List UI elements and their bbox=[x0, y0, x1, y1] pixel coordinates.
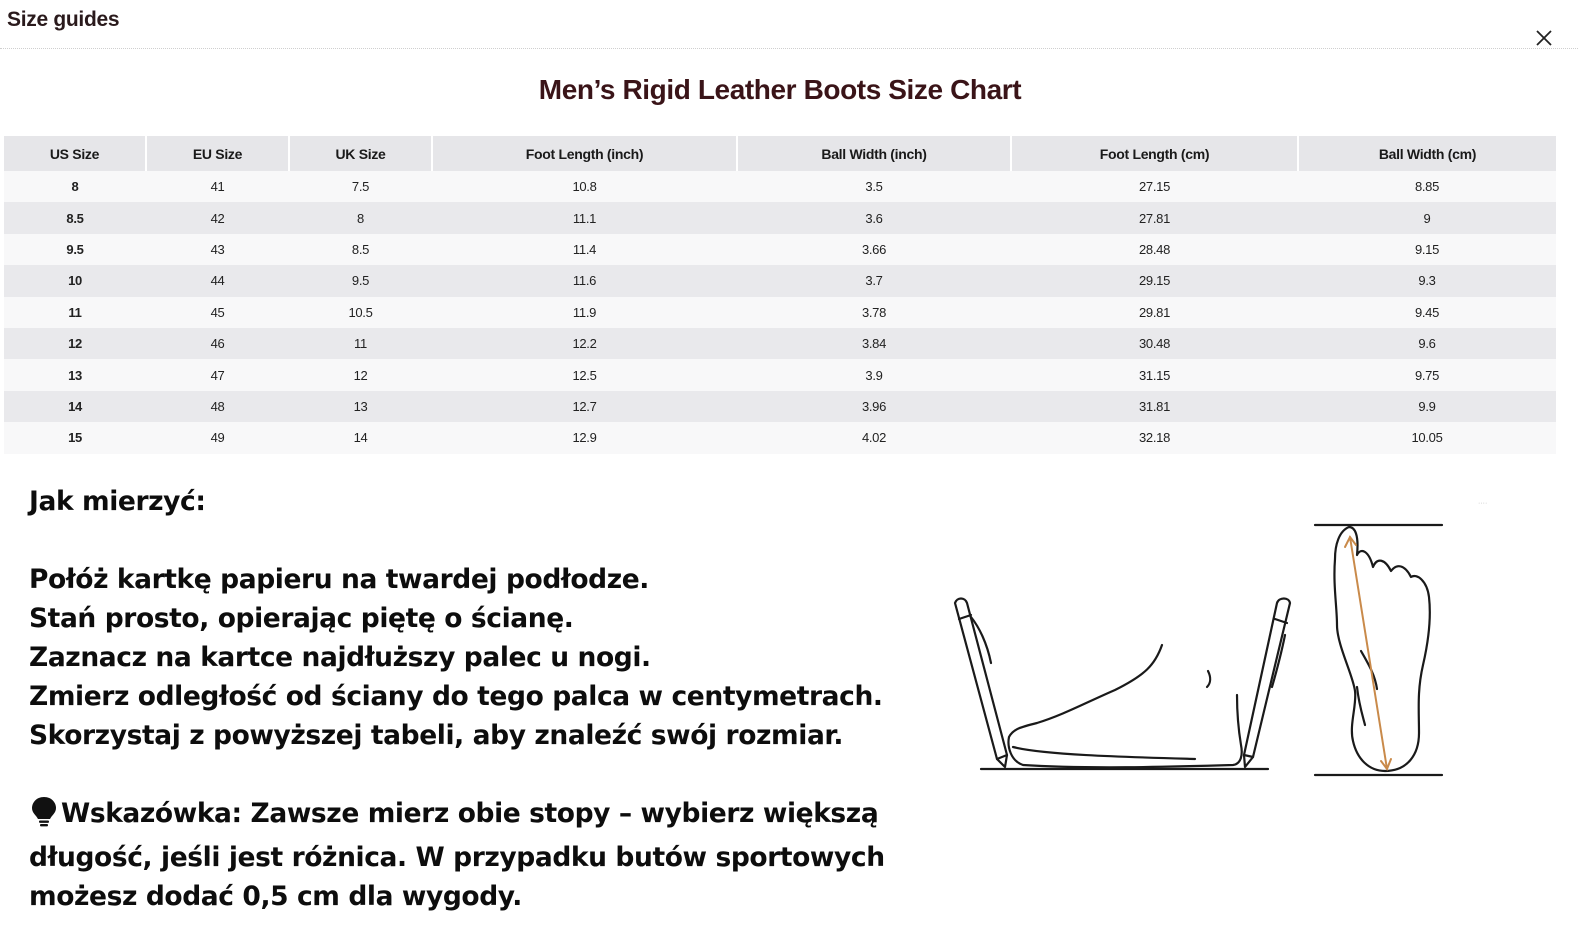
foot-measuring-illustration bbox=[945, 515, 1465, 785]
column-header: Foot Length (inch) bbox=[432, 136, 737, 171]
table-cell: 9.6 bbox=[1298, 328, 1556, 359]
column-header: EU Size bbox=[146, 136, 289, 171]
tip-text: Wskazówka: Zawsze mierz obie stopy – wybierz większą długość, jeśli jest różnica. W przypadku butów sportowych możesz dodać 0,5 cm dla wygody. bbox=[29, 798, 885, 912]
pencil-icon bbox=[955, 599, 1007, 768]
table-cell: 49 bbox=[146, 422, 289, 453]
table-row bbox=[4, 265, 1556, 296]
instruction-step: Zaznacz na kartce najdłuższy palec u nogi. bbox=[29, 642, 651, 673]
table-cell: 9.3 bbox=[1298, 265, 1556, 296]
column-header: Ball Width (inch) bbox=[737, 136, 1011, 171]
table-cell: 29.81 bbox=[1011, 297, 1298, 328]
close-icon bbox=[1532, 26, 1556, 50]
table-row bbox=[4, 359, 1556, 390]
table-cell: 8 bbox=[289, 202, 432, 233]
table-cell: 3.96 bbox=[737, 391, 1011, 422]
table-cell: 31.81 bbox=[1011, 391, 1298, 422]
table-cell: 3.5 bbox=[737, 171, 1011, 202]
table-cell: 12.7 bbox=[432, 391, 737, 422]
table-cell: 43 bbox=[146, 234, 289, 265]
table-cell: 30.48 bbox=[1011, 328, 1298, 359]
table-cell: 42 bbox=[146, 202, 289, 233]
instruction-step: Skorzystaj z powyższej tabeli, aby znaleźć swój rozmiar. bbox=[29, 720, 843, 751]
instruction-step: Połóż kartkę papieru na twardej podłodze. bbox=[29, 564, 649, 595]
instructions-heading: Jak mierzyć: bbox=[29, 486, 206, 517]
table-cell: 27.15 bbox=[1011, 171, 1298, 202]
measuring-instructions bbox=[29, 482, 939, 916]
table-cell: 12.5 bbox=[432, 359, 737, 390]
column-header: US Size bbox=[4, 136, 146, 171]
table-cell: 47 bbox=[146, 359, 289, 390]
table-row bbox=[4, 171, 1556, 202]
decorative-mark: ···· bbox=[1478, 500, 1488, 507]
close-button[interactable] bbox=[1532, 26, 1556, 50]
table-cell: 11.9 bbox=[432, 297, 737, 328]
table-cell: 3.9 bbox=[737, 359, 1011, 390]
table-cell: 12 bbox=[4, 328, 146, 359]
table-cell: 15 bbox=[4, 422, 146, 453]
table-cell: 48 bbox=[146, 391, 289, 422]
table-row bbox=[4, 202, 1556, 233]
table-cell: 31.15 bbox=[1011, 359, 1298, 390]
table-cell: 9.9 bbox=[1298, 391, 1556, 422]
table-cell: 8.5 bbox=[4, 202, 146, 233]
instruction-step: Zmierz odległość od ściany do tego palca w centymetrach. bbox=[29, 681, 883, 712]
table-cell: 3.66 bbox=[737, 234, 1011, 265]
table-cell: 11.1 bbox=[432, 202, 737, 233]
table-cell: 7.5 bbox=[289, 171, 432, 202]
table-row bbox=[4, 234, 1556, 265]
table-row bbox=[4, 422, 1556, 453]
modal-title: Size guides bbox=[7, 8, 120, 31]
tip-paragraph bbox=[29, 794, 939, 916]
table-header-row bbox=[4, 136, 1556, 171]
table-cell: 13 bbox=[4, 359, 146, 390]
table-cell: 11.4 bbox=[432, 234, 737, 265]
table-cell: 12.2 bbox=[432, 328, 737, 359]
table-cell: 9.5 bbox=[289, 265, 432, 296]
table-cell: 9.15 bbox=[1298, 234, 1556, 265]
chart-title: Men’s Rigid Leather Boots Size Chart bbox=[538, 74, 1022, 105]
table-cell: 9 bbox=[1298, 202, 1556, 233]
table-cell: 3.84 bbox=[737, 328, 1011, 359]
table-cell: 12.9 bbox=[432, 422, 737, 453]
instructions-steps bbox=[29, 560, 939, 755]
table-cell: 3.78 bbox=[737, 297, 1011, 328]
table-cell: 44 bbox=[146, 265, 289, 296]
table-cell: 46 bbox=[146, 328, 289, 359]
table-cell: 27.81 bbox=[1011, 202, 1298, 233]
table-body bbox=[4, 171, 1556, 454]
table-cell: 9.5 bbox=[4, 234, 146, 265]
table-cell: 45 bbox=[146, 297, 289, 328]
column-header: UK Size bbox=[289, 136, 432, 171]
table-cell: 11 bbox=[4, 297, 146, 328]
table-cell: 14 bbox=[289, 422, 432, 453]
table-cell: 14 bbox=[4, 391, 146, 422]
size-table bbox=[4, 136, 1556, 454]
column-header: Ball Width (cm) bbox=[1298, 136, 1556, 171]
table-cell: 4.02 bbox=[737, 422, 1011, 453]
table-row bbox=[4, 391, 1556, 422]
table-cell: 3.7 bbox=[737, 265, 1011, 296]
table-cell: 11.6 bbox=[432, 265, 737, 296]
pencil-icon bbox=[1244, 599, 1290, 768]
table-cell: 8 bbox=[4, 171, 146, 202]
modal-header bbox=[0, 0, 1578, 49]
table-cell: 10.8 bbox=[432, 171, 737, 202]
table-cell: 12 bbox=[289, 359, 432, 390]
table-cell: 29.15 bbox=[1011, 265, 1298, 296]
table-cell: 3.6 bbox=[737, 202, 1011, 233]
table-cell: 13 bbox=[289, 391, 432, 422]
table-cell: 9.45 bbox=[1298, 297, 1556, 328]
table-cell: 32.18 bbox=[1011, 422, 1298, 453]
table-cell: 11 bbox=[289, 328, 432, 359]
table-cell: 9.75 bbox=[1298, 359, 1556, 390]
table-cell: 10 bbox=[4, 265, 146, 296]
table-cell: 41 bbox=[146, 171, 289, 202]
instruction-step: Stań prosto, opierając piętę o ścianę. bbox=[29, 603, 574, 634]
table-row bbox=[4, 297, 1556, 328]
lightbulb-icon bbox=[29, 795, 59, 838]
table-cell: 8.85 bbox=[1298, 171, 1556, 202]
table-cell: 10.5 bbox=[289, 297, 432, 328]
table-cell: 10.05 bbox=[1298, 422, 1556, 453]
table-cell: 8.5 bbox=[289, 234, 432, 265]
table-row bbox=[4, 328, 1556, 359]
column-header: Foot Length (cm) bbox=[1011, 136, 1298, 171]
table-cell: 28.48 bbox=[1011, 234, 1298, 265]
